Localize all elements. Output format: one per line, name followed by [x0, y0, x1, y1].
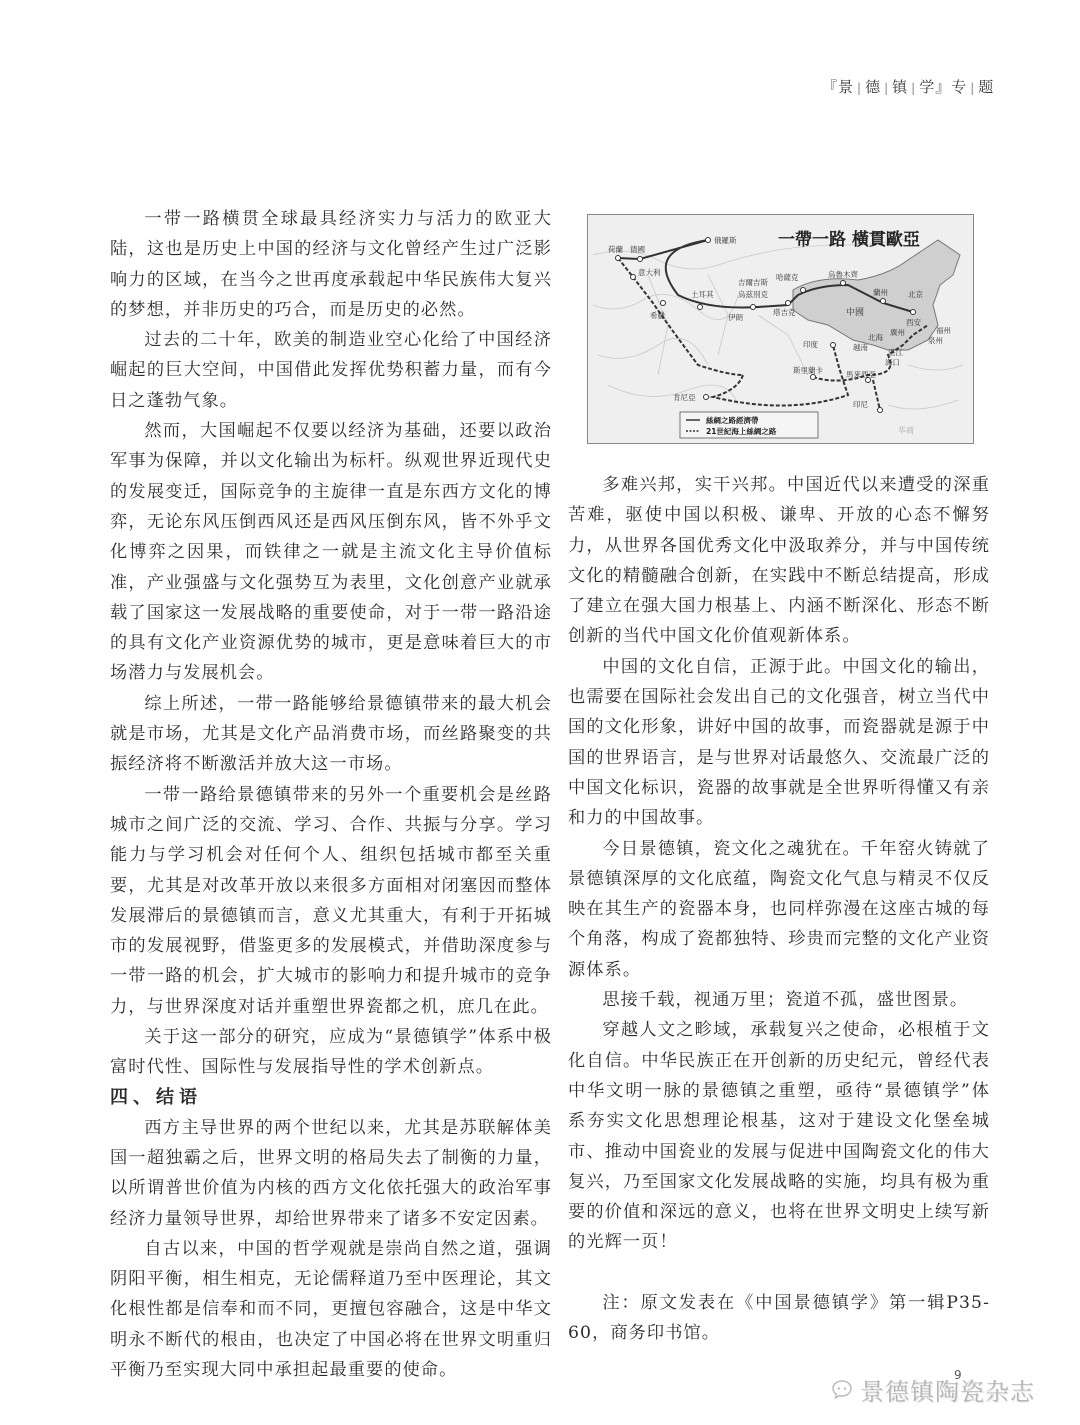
map-label: 廣州 — [890, 328, 905, 337]
header-part: 镇 — [892, 78, 909, 96]
map-label: 馬來西亞 — [846, 370, 876, 379]
paragraph: 今日景德镇，瓷文化之魂犹在。千年窑火铸就了景德镇深厚的文化底蕴，陶瓷文化气息与精灵不仅反映在其生产的瓷器本身，也同样弥漫在这座古城的每个角落，构成了瓷都独特、珍贵而完整的文化产业资源体系。 — [568, 838, 990, 980]
paragraph: 自古以来，中国的哲学观就是崇尚自然之道，强调阴阳平衡，相生相克，无论儒释道乃至中医理论，其文化根性都是信奉和而不同，更擅包容融合，这是中华文明永不断代的根由，也决定了中国必将在世界文明重归平衡乃至实现大同中承担起最重要的使命。 — [110, 1238, 552, 1380]
map-title: 一帶一路 橫貫歐亞 — [778, 230, 920, 250]
paragraph: 一带一路给景德镇带来的另外一个重要机会是丝路城市之间广泛的交流、学习、合作、共振与分享。学习能力与学习机会对任何个人、组织包括城市都至关重要，尤其是对改革开放以来很多方面相对闭塞因而整体发展滞后的景德镇而言，意义尤其重大，有利于开拓城市的发展视野，借鉴更多的发展模式，并借助深度参与一带一路的机会，扩大城市的影响力和提升城市的竞争力，与世界深度对话并重塑世界瓷都之机，庶几在此。 — [110, 784, 552, 1017]
map-label-china: 中國 — [846, 308, 865, 318]
header-divider: | — [884, 81, 890, 95]
map-label: 土耳其 — [691, 290, 714, 299]
paragraph: 综上所述，一带一路能够给景德镇带来的最大机会就是市场，尤其是文化产品消费市场，而丝路聚变的共振经济将不断激活并放大这一市场。 — [110, 693, 552, 775]
watermark — [830, 1372, 1035, 1407]
belt-and-road-map — [587, 214, 974, 444]
map-label: 印度 — [803, 340, 818, 349]
map-label: 俄羅斯 — [714, 236, 737, 245]
header-part: 『景 — [822, 78, 855, 96]
header-part: 德 — [865, 78, 882, 96]
map-legend — [680, 412, 818, 438]
map-label: 德國 — [630, 245, 645, 254]
map-label: 泉州 — [928, 336, 943, 345]
running-header — [822, 76, 994, 97]
watermark-text: 景德镇陶瓷杂志 — [860, 1378, 1035, 1406]
map-label: 印尼 — [853, 400, 868, 409]
map-label: 塔吉克 — [773, 308, 796, 317]
map-label: 荷蘭 — [608, 245, 623, 254]
map-label: 肯尼亞 — [673, 393, 696, 402]
map-label: 烏魯木齊 — [828, 270, 858, 279]
header-part: 学』专 — [919, 78, 968, 96]
paragraph: 中国的文化自信，正源于此。中国文化的输出，也需要在国际社会发出自己的文化强音，树立当代中国的文化形象，讲好中国的故事，而瓷器就是源于中国的世界语言，是与世界对话最悠久、交流最广泛的中国文化标识，瓷器的故事就是全世界听得懂又有亲和力的中国故事。 — [568, 656, 990, 829]
header-part: 题 — [978, 78, 995, 96]
map-label: 蘭州 — [873, 288, 888, 297]
map-label: 烏茲別克 — [738, 290, 768, 299]
header-divider: | — [970, 81, 976, 95]
paragraph: 然而，大国崛起不仅要以经济为基础，还要以政治军事为保障，并以文化输出为标杆。纵观世界近现代史的发展变迁，国际竞争的主旋律一直是东西方文化的博弈，无论东风压倒西风还是西风压倒东风，皆不外乎文化博弈之因果，而铁律之一就是主流文化主导价值标准，产业强盛与文化强势互为表里，文化创意产业就承载了国家这一发展战略的重要使命，对于一带一路沿途的具有文化产业资源优势的城市，更是意味着巨大的市场潜力与发展机会。 — [110, 421, 552, 684]
map-label: 北京 — [908, 290, 923, 299]
map-label: 福州 — [936, 326, 951, 335]
paragraph: 思接千载，视通万里；瓷道不孤，盛世图景。 — [602, 990, 969, 1011]
map-label: 吉爾吉斯 — [738, 278, 768, 287]
page-number: 9 — [954, 1368, 962, 1382]
header-divider: | — [911, 81, 917, 95]
wechat-icon — [830, 1378, 854, 1402]
paragraph: 过去的二十年，欧美的制造业空心化给了中国经济崛起的巨大空间，中国借此发挥优势积蓄力量，而有今日之蓬勃气象。 — [110, 330, 552, 411]
map-label: 伊朗 — [728, 313, 743, 322]
map-label: 西安 — [906, 318, 921, 327]
map-label: 海口 — [885, 358, 900, 367]
map-label: 希臘 — [650, 311, 665, 320]
map-label: 斯里蘭卡 — [793, 366, 823, 375]
legend-sea-route: 21世紀海上絲綢之路 — [706, 427, 777, 436]
right-column — [568, 470, 990, 1348]
map-credit: 华商 — [898, 426, 914, 435]
map-label: 意大利 — [638, 268, 661, 277]
header-divider: | — [857, 81, 863, 95]
section-heading: 四、结语 — [110, 1086, 202, 1108]
paragraph: 一带一路横贯全球最具经济实力与活力的欧亚大陆，这也是历史上中国的经济与文化曾经产生过广泛影响力的区域，在当今之世再度承载起中华民族伟大复兴的梦想，并非历史的巧合，而是历史的必然。 — [110, 209, 552, 320]
map-label: 哈薩克 — [776, 273, 799, 282]
paragraph: 多难兴邦，实干兴邦。中国近代以来遭受的深重苦难，驱使中国以积极、谦卑、开放的心态不懈努力，从世界各国优秀文化中汲取养分，并与中国传统文化的精髓融合创新，在实践中不断总结提高，形成了建立在强大国力根基上、内涵不断深化、形态不断创新的当代中国文化价值观新体系。 — [568, 475, 990, 647]
legend-land-route: 絲綢之路經濟帶 — [706, 416, 759, 425]
paragraph: 西方主导世界的两个世纪以来，尤其是苏联解体美国一超独霸之后，世界文明的格局失去了制衡的力量，以所谓普世价值为内核的西方文化依托强大的政治军事经济力量领导世界，却给世界带来了诸多不安定因素。 — [110, 1117, 552, 1229]
map-label: 越南 — [853, 343, 868, 352]
left-column — [110, 204, 552, 1385]
paragraph: 穿越人文之畛域，承载复兴之使命，必根植于文化自信。中华民族正在开创新的历史纪元，曾经代表中华文明一脉的景德镇之重塑，亟待“景德镇学”体系夯实文化思想理论根基，这对于建设文化堡垒城市、推动中国瓷业的发展与促进中国陶瓷文化的伟大复兴，乃至国家文化发展战略的实施，均具有极为重要的价值和深远的意义，也将在世界文明史上续写新的光辉一页！ — [568, 1020, 990, 1253]
map-label: 湛江 — [888, 348, 903, 357]
source-note: 注：原文发表在《中国景德镇学》第一辑P35-60，商务印书馆。 — [568, 1292, 990, 1344]
map-label: 北海 — [868, 333, 883, 342]
paragraph: 关于这一部分的研究，应成为“景德镇学”体系中极富时代性、国际性与发展指导性的学术创新点。 — [110, 1027, 552, 1078]
